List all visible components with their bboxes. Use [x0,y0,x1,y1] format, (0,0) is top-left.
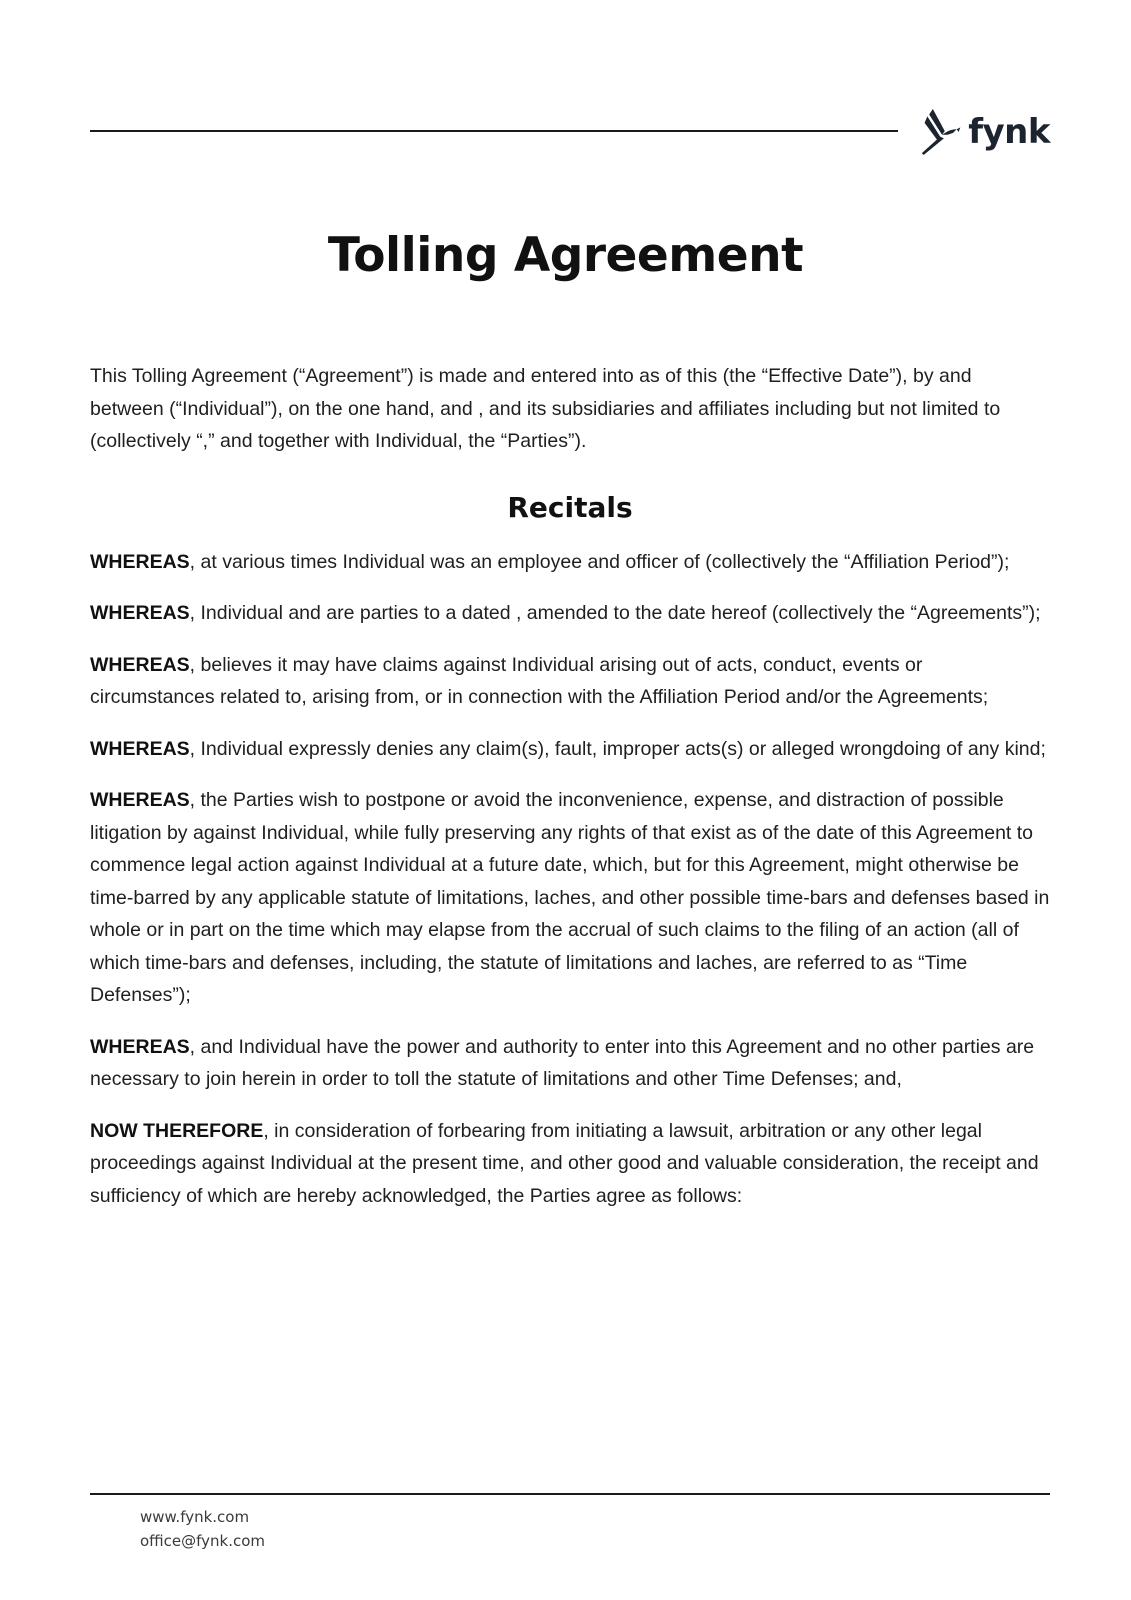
clause-lead: NOW THEREFORE [90,1119,264,1142]
clause-paragraph [90,733,1050,766]
clause-lead: WHEREAS [90,550,190,573]
clause-paragraph [90,784,1050,1012]
clause-lead: WHEREAS [90,653,190,676]
clause-lead: WHEREAS [90,737,190,760]
footer [140,1505,265,1553]
clause-paragraph [90,1115,1050,1213]
clause-text: , believes it may have claims against Individual arising out of acts, conduct, events or circumstances related to, arising from, or in connection with the Affiliation Period and/or the Agreements; [90,653,989,708]
clause-text: , in consideration of forbearing from initiating a lawsuit, arbitration or any other legal proceedings against Individual at the present time, and other good and valuable consideration, the receipt and sufficiency of which are hereby acknowledged, the Parties agree as follows: [90,1119,1039,1207]
clause-paragraph [90,546,1050,579]
fynk-bird-logo-icon [920,105,962,159]
clause-paragraph [90,649,1050,714]
intro-paragraph: This Tolling Agreement (“Agreement”) is made and entered into as of this (the “Effective Date”), by and between (“Individual”), on the one hand, and , and its subsidiaries and affiliates including but not limited to (collectively “,” and together with Individual, the “Parties”). [90,365,1001,452]
footer-divider [90,1493,1050,1495]
clause-text: , the Parties wish to postpone or avoid the inconvenience, expense, and distraction of possible litigation by against Individual, while fully preserving any rights of that exist as of the date of this Agreement to commence legal action against Individual at a future date, which, but for this Agreement, might otherwise be time-barred by any applicable statute of limitations, laches, and other possible time-bars and defenses based in whole or in part on the time which may elapse from the accrual of such claims to the filing of an action (all of which time-bars and defenses, including, the statute of limitations and laches, are referred to as “Time Defenses”); [90,789,1050,1006]
clause-text: , Individual expressly denies any claim(s), fault, improper acts(s) or alleged wrongdoing of any kind; [189,737,1046,760]
clause-lead: WHEREAS [90,789,190,811]
clause-paragraph [90,597,1050,630]
clause-lead: WHEREAS [90,602,190,624]
clause-lead: WHEREAS [90,1035,190,1058]
clause-text: , Individual and are parties to a dated , amended to the date hereof (collectively the “Agreements”); [189,602,1041,624]
logo-wordmark: fynk [968,112,1050,152]
header-divider [90,130,898,132]
clause-text: , at various times Individual was an employee and officer of (collectively the “Affiliation Period”); [189,550,1010,573]
clause-text: , and Individual have the power and authority to enter into this Agreement and no other parties are necessary to join herein in order to toll the statute of limitations and other Time Defenses; and, [90,1035,1035,1090]
fynk-logo [920,104,1050,160]
document-body [90,360,1050,1231]
document-title: Tolling Agreement [327,228,804,283]
footer-website: www.fynk.com [140,1508,250,1526]
clause-paragraph [90,1031,1050,1096]
recitals-heading: Recitals [507,490,633,524]
footer-email: office@fynk.com [140,1532,266,1550]
